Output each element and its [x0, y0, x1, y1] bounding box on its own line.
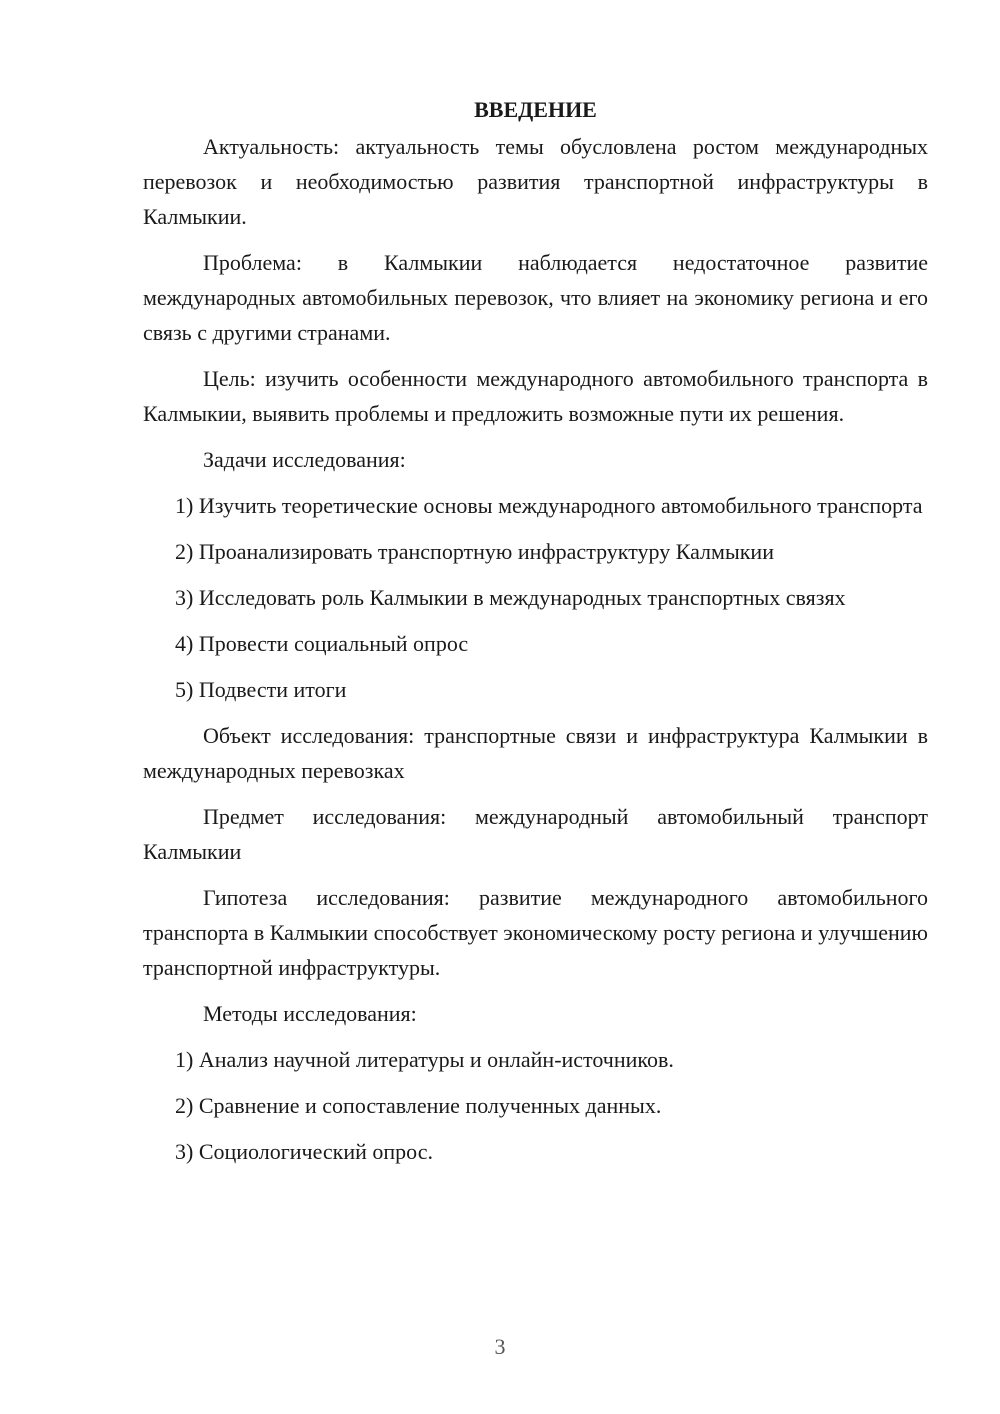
goal-paragraph: Цель: изучить особенности международного автомобильного транспорта в Калмыкии, выявить проблемы и предложить возможные пути их решения.: [143, 366, 928, 426]
page-number: 3: [494, 1334, 506, 1359]
task-item-2: 2) Проанализировать транспортную инфраструктуру Калмыкии: [175, 539, 774, 564]
methods-heading: Методы исследования:: [203, 1001, 417, 1026]
task-item-1: 1) Изучить теоретические основы международного автомобильного транспорта: [175, 493, 923, 518]
task-item-4: 4) Провести социальный опрос: [175, 631, 469, 656]
hypothesis-paragraph: Гипотеза исследования: развитие международного автомобильного транспорта в Калмыкии способствует экономическому росту региона и улучшению транспортной инфраструктуры.: [143, 885, 928, 980]
relevance-paragraph: Актуальность: актуальность темы обусловлена ростом международных перевозок и необходимостью развития транспортной инфраструктуры в Калмыкии.: [143, 134, 928, 229]
tasks-heading: Задачи исследования:: [203, 447, 406, 472]
method-item-3: 3) Социологический опрос.: [175, 1139, 433, 1164]
task-item-5: 5) Подвести итоги: [175, 677, 347, 702]
document-page: [143, 92, 928, 1180]
task-item-3: 3) Исследовать роль Калмыкии в международных транспортных связях: [175, 585, 846, 610]
method-item-1: 1) Анализ научной литературы и онлайн-источников.: [175, 1047, 674, 1072]
page-title: ВВЕДЕНИЕ: [474, 97, 597, 122]
subject-paragraph: Предмет исследования: международный автомобильный транспорт Калмыкии: [143, 804, 928, 864]
problem-paragraph: Проблема: в Калмыкии наблюдается недостаточное развитие международных автомобильных перевозок, что влияет на экономику региона и его связь с другими странами.: [143, 250, 928, 345]
object-paragraph: Объект исследования: транспортные связи и инфраструктура Калмыкии в международных перевозках: [143, 723, 928, 783]
method-item-2: 2) Сравнение и сопоставление полученных данных.: [175, 1093, 662, 1118]
